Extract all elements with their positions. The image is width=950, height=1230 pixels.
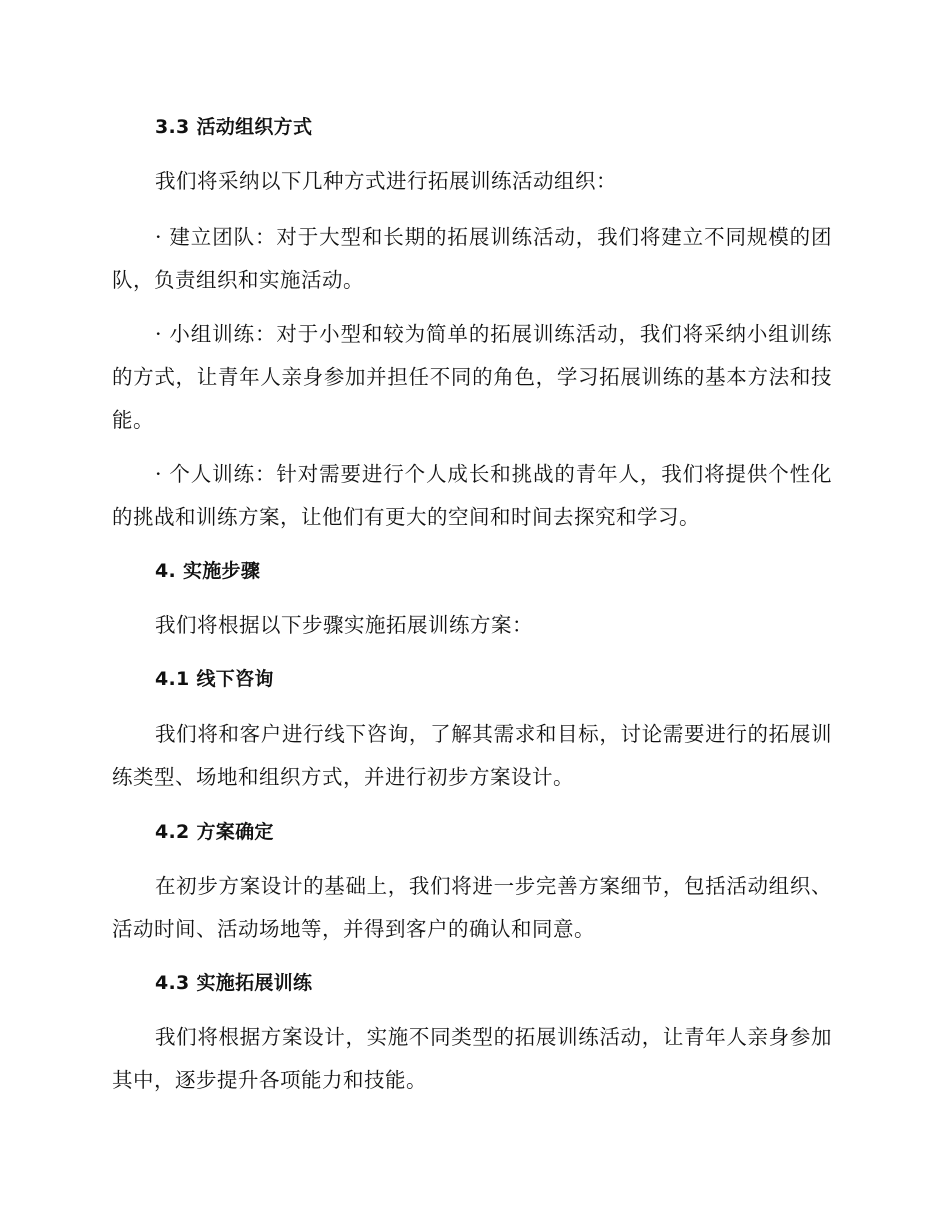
bullet-paragraph: · 建立团队：对于大型和长期的拓展训练活动，我们将建立不同规模的团队，负责组织和实施活动。 bbox=[112, 225, 832, 292]
paragraph: 我们将和客户进行线下咨询，了解其需求和目标，讨论需要进行的拓展训练类型、场地和组织方式，并进行初步方案设计。 bbox=[112, 722, 832, 789]
paragraph: 我们将采纳以下几种方式进行拓展训练活动组织： bbox=[155, 169, 617, 193]
bullet-paragraph: · 小组训练：对于小型和较为简单的拓展训练活动，我们将采纳小组训练的方式，让青年人亲身参加并担任不同的角色，学习拓展训练的基本方法和技能。 bbox=[112, 322, 832, 432]
paragraph: 我们将根据以下步骤实施拓展训练方案： bbox=[155, 613, 533, 637]
section-heading: 4.3 实施拓展训练 bbox=[155, 972, 313, 994]
section-heading: 4. 实施步骤 bbox=[155, 560, 261, 582]
bullet-paragraph: · 个人训练：针对需要进行个人成长和挑战的青年人，我们将提供个性化的挑战和训练方案，让他们有更大的空间和时间去探究和学习。 bbox=[112, 462, 832, 529]
section-heading: 3.3 活动组织方式 bbox=[155, 116, 313, 138]
section-heading: 4.2 方案确定 bbox=[155, 821, 274, 843]
paragraph: 在初步方案设计的基础上，我们将进一步完善方案细节，包括活动组织、活动时间、活动场地等，并得到客户的确认和同意。 bbox=[112, 874, 832, 941]
section-heading: 4.1 线下咨询 bbox=[155, 668, 274, 690]
paragraph: 我们将根据方案设计，实施不同类型的拓展训练活动，让青年人亲身参加其中，逐步提升各项能力和技能。 bbox=[112, 1025, 832, 1092]
